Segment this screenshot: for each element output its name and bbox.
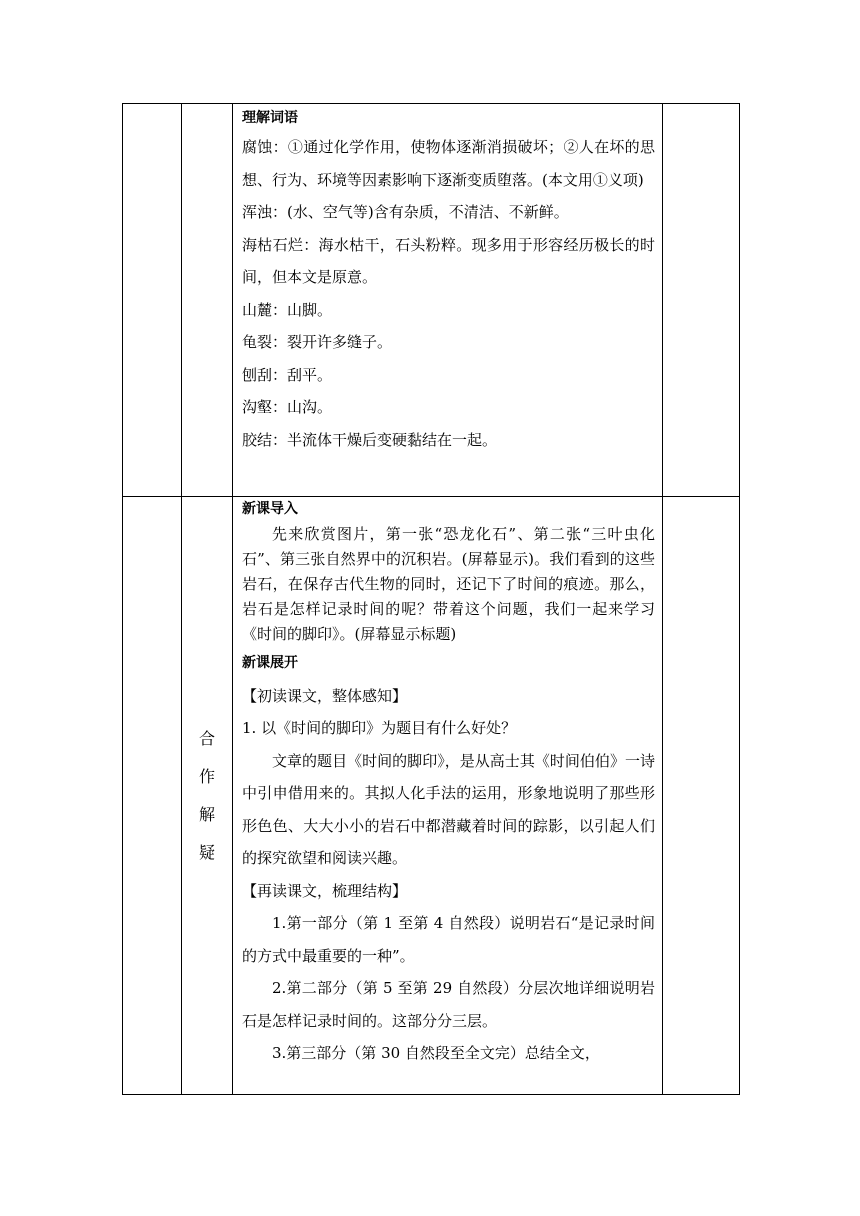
vocab-entry: 浑浊：(水、空气等)含有杂质，不清洁、不新鲜。	[242, 203, 569, 221]
empty-cell	[663, 497, 740, 1095]
answer-1: 文章的题目《时间的脚印》，是从高士其《时间伯伯》一诗中引申借用来的。其拟人化手法的运用，形象地说明了那些形形色色、大大小小的岩石中都潜藏着时间的踪影，以引起人们的探究欲望和阅读兴趣。	[242, 751, 655, 867]
vertical-side-label	[182, 720, 232, 872]
vocab-entry: 龟裂：裂开许多缝子。	[242, 333, 393, 351]
lesson-plan-table	[122, 103, 740, 1095]
structure-part-3: 3.第三部分（第 30 自然段至全文完）总结全文，	[272, 1044, 600, 1062]
empty-cell	[123, 104, 182, 497]
part1-title: 【初读课文，整体感知】	[242, 686, 408, 705]
vocab-entry: 腐蚀：①通过化学作用，使物体逐渐消损破坏；②人在坏的思想、行为、环境等因素影响下逐渐变质堕落。(本文用①义项)	[242, 138, 655, 189]
vocab-entry: 刨刮：刮平。	[242, 365, 333, 384]
lesson-content-cell	[233, 497, 663, 1095]
vocab-entry: 胶结：半流体干燥后变硬黏结在一起。	[242, 430, 498, 449]
table-row-cooperation	[123, 497, 740, 1095]
question-1: 1. 以《时间的脚印》为题目有什么好处？	[242, 719, 517, 737]
structure-part-1: 1.第一部分（第 1 至第 4 自然段）说明岩石“是记录时间的方式中最重要的一种”。	[242, 914, 655, 965]
side-label-char: 疑	[198, 842, 215, 862]
side-label-cell	[182, 497, 233, 1095]
intro-text: 先来欣赏图片，第一张“恐龙化石”、第二张“三叶虫化石”、第三张自然界中的沉积岩。(屏幕显示)。我们看到的这些岩石，在保存古代生物的同时，还记下了时间的痕迹。那么，岩石是怎样记录时间的呢？带着这个问题，我们一起来学习《时间的脚印》。(屏幕显示标题)	[242, 525, 655, 643]
side-label-char: 作	[198, 766, 215, 786]
structure-part-2: 2.第二部分（第 5 至第 29 自然段）分层次地详细说明岩石是怎样记录时间的。这部分分三层。	[242, 979, 655, 1030]
table-row-vocabulary	[123, 104, 740, 497]
side-label-char: 合	[198, 728, 215, 748]
vocabulary-heading: 理解词语	[242, 110, 298, 126]
vocab-entry: 沟壑：山沟。	[242, 398, 333, 416]
develop-heading: 新课展开	[242, 655, 298, 671]
part2-title: 【再读课文，梳理结构】	[242, 881, 408, 900]
side-label-char: 解	[198, 804, 215, 824]
vocabulary-cell	[233, 104, 663, 497]
empty-cell	[123, 497, 182, 1095]
vocab-entry: 山麓：山脚。	[242, 300, 333, 319]
empty-cell	[663, 104, 740, 497]
intro-heading: 新课导入	[242, 501, 298, 517]
empty-cell	[182, 104, 233, 497]
vocab-entry: 海枯石烂：海水枯干，石头粉粹。现多用于形容经历极长的时间，但本文是原意。	[242, 235, 655, 286]
